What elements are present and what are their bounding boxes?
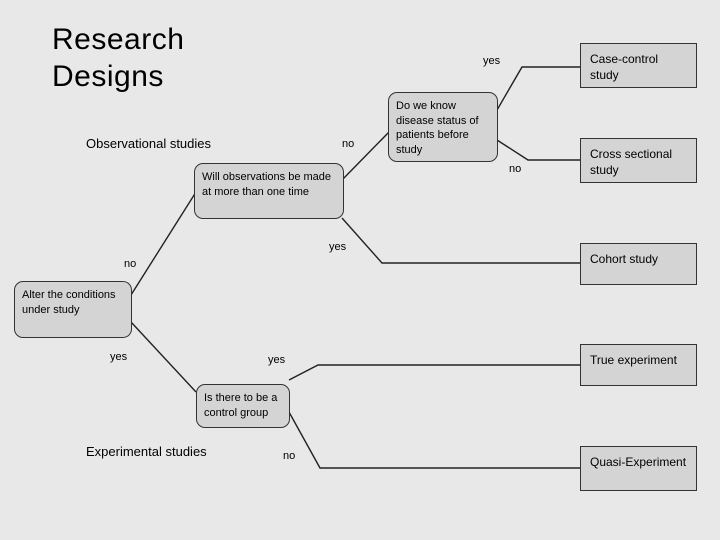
- node-alter-conditions[interactable]: Alter the conditions under study: [14, 281, 132, 338]
- node-disease-status-known[interactable]: Do we know disease status of patients before study: [388, 92, 498, 162]
- edge-label-control-yes: yes: [268, 354, 286, 366]
- label-observational-studies: Observational studies: [86, 136, 212, 151]
- edge-label-timing-yes: yes: [329, 241, 347, 253]
- page-title: Research Designs: [52, 23, 185, 93]
- edge-label-root-yes: yes: [110, 351, 128, 363]
- edge-label-control-no: no: [283, 450, 296, 462]
- edge-label-root-no: no: [124, 258, 137, 270]
- node-cross-sectional-study[interactable]: Cross sectional study: [580, 138, 697, 183]
- edge-label-timing-no: no: [342, 138, 355, 150]
- node-case-control-study[interactable]: Case-control study: [580, 43, 697, 88]
- node-cohort-study[interactable]: Cohort study: [580, 243, 697, 285]
- node-control-group[interactable]: Is there to be a control group: [196, 384, 290, 428]
- node-observations-multiple-times[interactable]: Will observations be made at more than one time: [194, 163, 344, 219]
- node-true-experiment[interactable]: True experiment: [580, 344, 697, 386]
- edge-label-disease-no: no: [509, 163, 522, 175]
- node-quasi-experiment[interactable]: Quasi-Experiment: [580, 446, 697, 491]
- label-experimental-studies: Experimental studies: [86, 444, 207, 459]
- edge-label-disease-yes: yes: [483, 55, 501, 67]
